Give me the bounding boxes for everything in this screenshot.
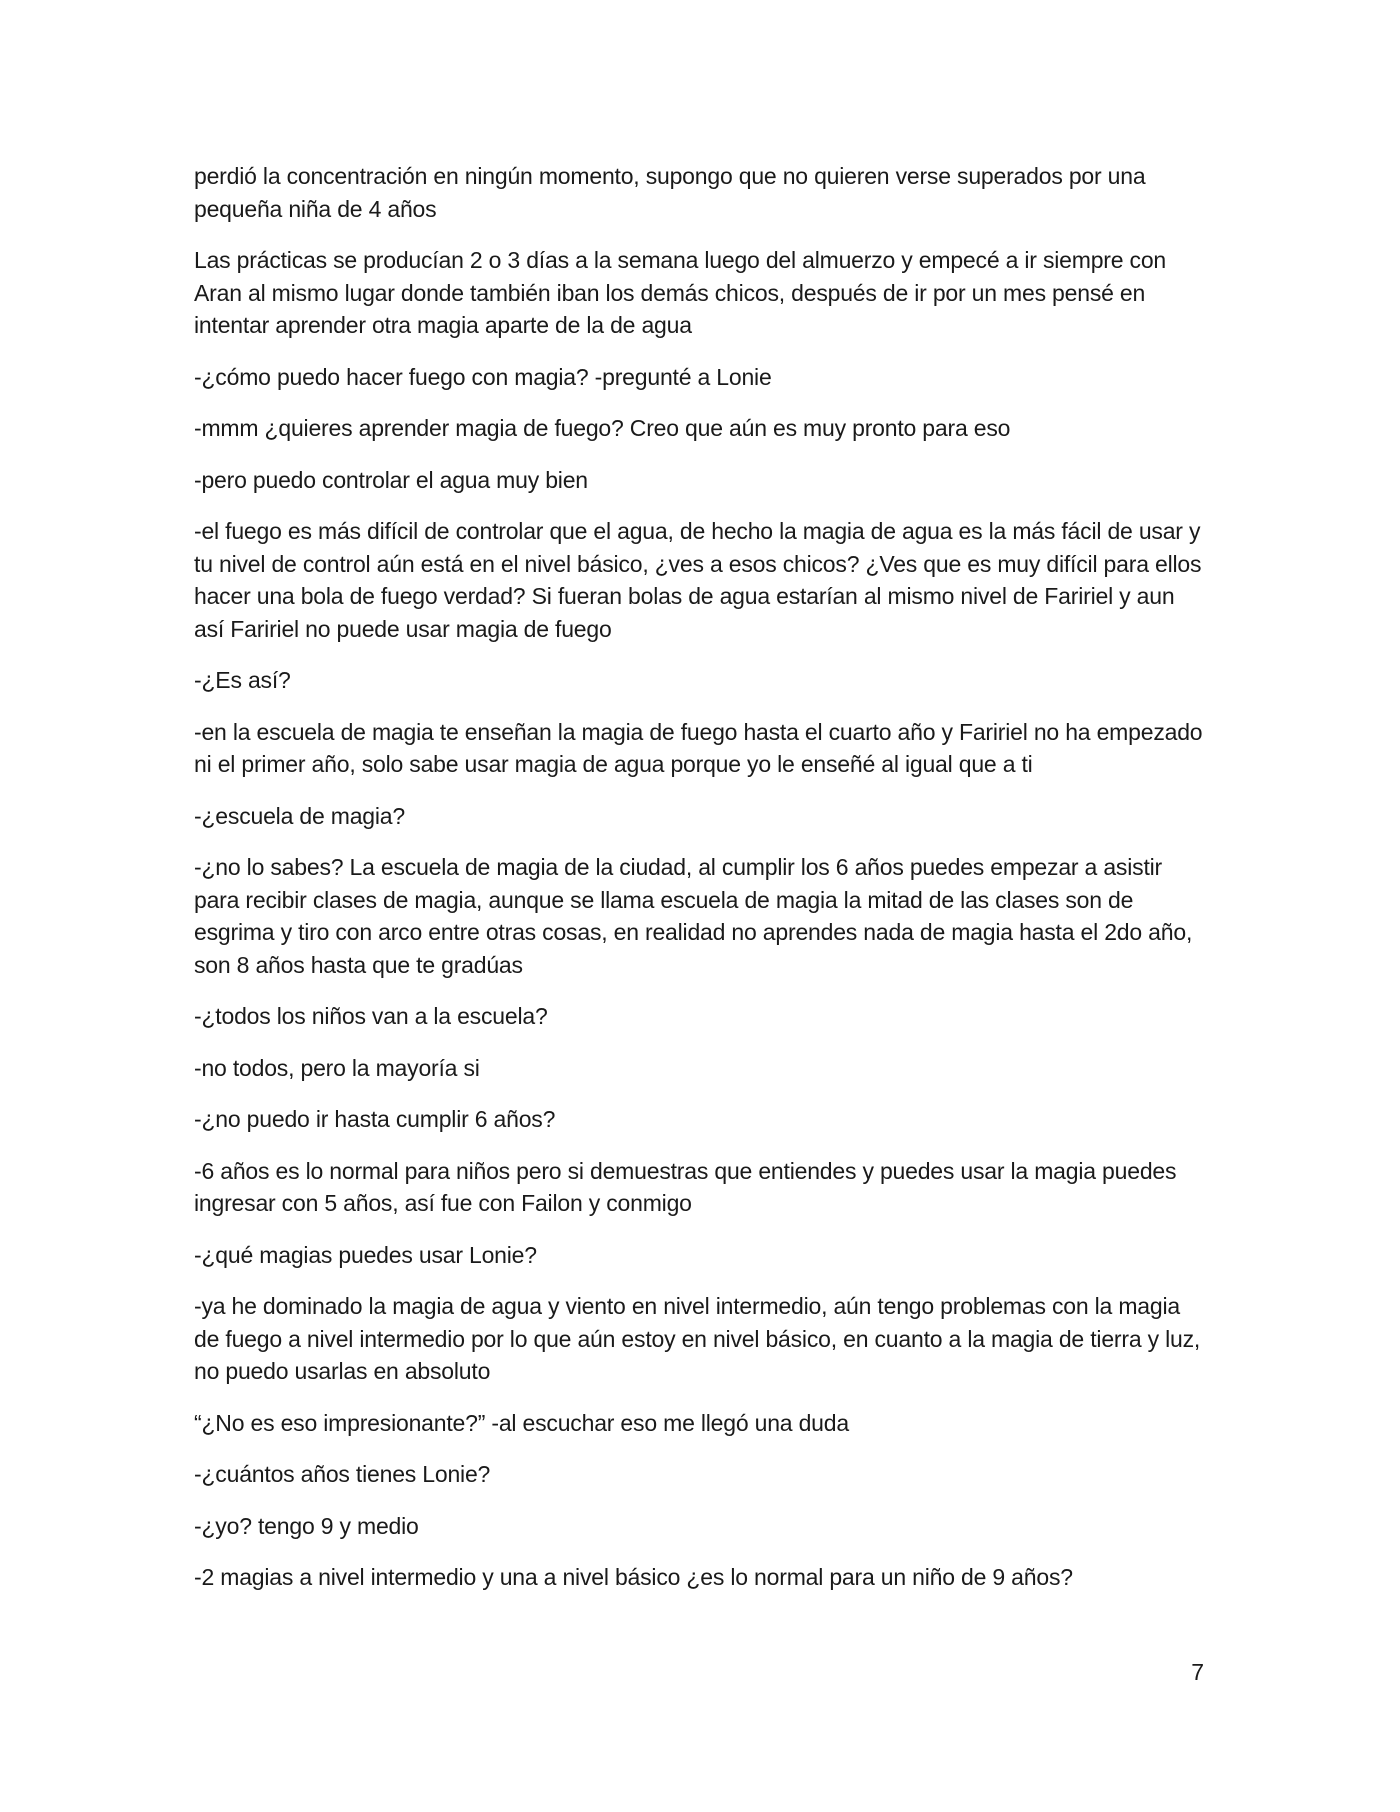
paragraph: -6 años es lo normal para niños pero si demuestras que entiendes y puedes usar la magia puedes ingresar con 5 años, así fue con Failon y conmigo xyxy=(194,1157,1177,1216)
paragraph: -pero puedo controlar el agua muy bien xyxy=(194,466,588,493)
paragraph: -no todos, pero la mayoría si xyxy=(194,1054,480,1081)
paragraph: -¿cuántos años tienes Lonie? xyxy=(194,1461,491,1487)
paragraph: -¿qué magias puedes usar Lonie? xyxy=(194,1241,537,1268)
paragraph: -¿no lo sabes? La escuela de magia de la ciudad, al cumplir los 6 años puedes empezar a asistir para recibir clases de magia, aunque se llama escuela de magia la mitad de las clases son de esgrima y tiro con arco entre otras cosas, en realidad no aprendes nada de magia hasta el 2do año, son 8 años hasta que te gradúas xyxy=(194,854,1193,978)
paragraph: -¿todos los niños van a la escuela? xyxy=(194,1003,548,1029)
paragraph: -ya he dominado la magia de agua y viento en nivel intermedio, aún tengo problemas con la magia de fuego a nivel intermedio por lo que aún estoy en nivel básico, en cuanto a la magia de tierra y luz, no puedo usarlas en absoluto xyxy=(194,1293,1201,1384)
page-body xyxy=(194,160,1210,1613)
paragraph: perdió la concentración en ningún momento, supongo que no quieren verse superados por una pequeña niña de 4 años xyxy=(194,163,1146,222)
paragraph: Las prácticas se producían 2 o 3 días a la semana luego del almuerzo y empecé a ir siempre con Aran al mismo lugar donde también iban los demás chicos, después de ir por un mes pensé en intentar aprender otra magia aparte de la de agua xyxy=(194,247,1167,338)
paragraph: -¿yo? tengo 9 y medio xyxy=(194,1512,419,1539)
paragraph: -el fuego es más difícil de controlar que el agua, de hecho la magia de agua es la más fácil de usar y tu nivel de control aún está en el nivel básico, ¿ves a esos chicos? ¿Ves que es muy difícil para ellos hacer una bola de fuego verdad? Si fueran bolas de agua estarían al mismo nivel de Faririel y aun así Faririel no puede usar magia de fuego xyxy=(194,518,1202,642)
paragraph: -¿Es así? xyxy=(194,667,291,693)
page-number: 7 xyxy=(1191,1659,1204,1685)
paragraph: -¿escuela de magia? xyxy=(194,802,405,829)
paragraph: -en la escuela de magia te enseñan la magia de fuego hasta el cuarto año y Faririel no ha empezado ni el primer año, solo sabe usar magia de agua porque yo le enseñé al igual que a ti xyxy=(194,718,1203,777)
paragraph: “¿No es eso impresionante?” -al escuchar eso me llegó una duda xyxy=(194,1409,849,1436)
paragraph: -¿no puedo ir hasta cumplir 6 años? xyxy=(194,1106,556,1132)
paragraph: -2 magias a nivel intermedio y una a nivel básico ¿es lo normal para un niño de 9 años? xyxy=(194,1564,1073,1590)
paragraph: -¿cómo puedo hacer fuego con magia? -pregunté a Lonie xyxy=(194,363,772,390)
paragraph: -mmm ¿quieres aprender magia de fuego? Creo que aún es muy pronto para eso xyxy=(194,415,1011,441)
